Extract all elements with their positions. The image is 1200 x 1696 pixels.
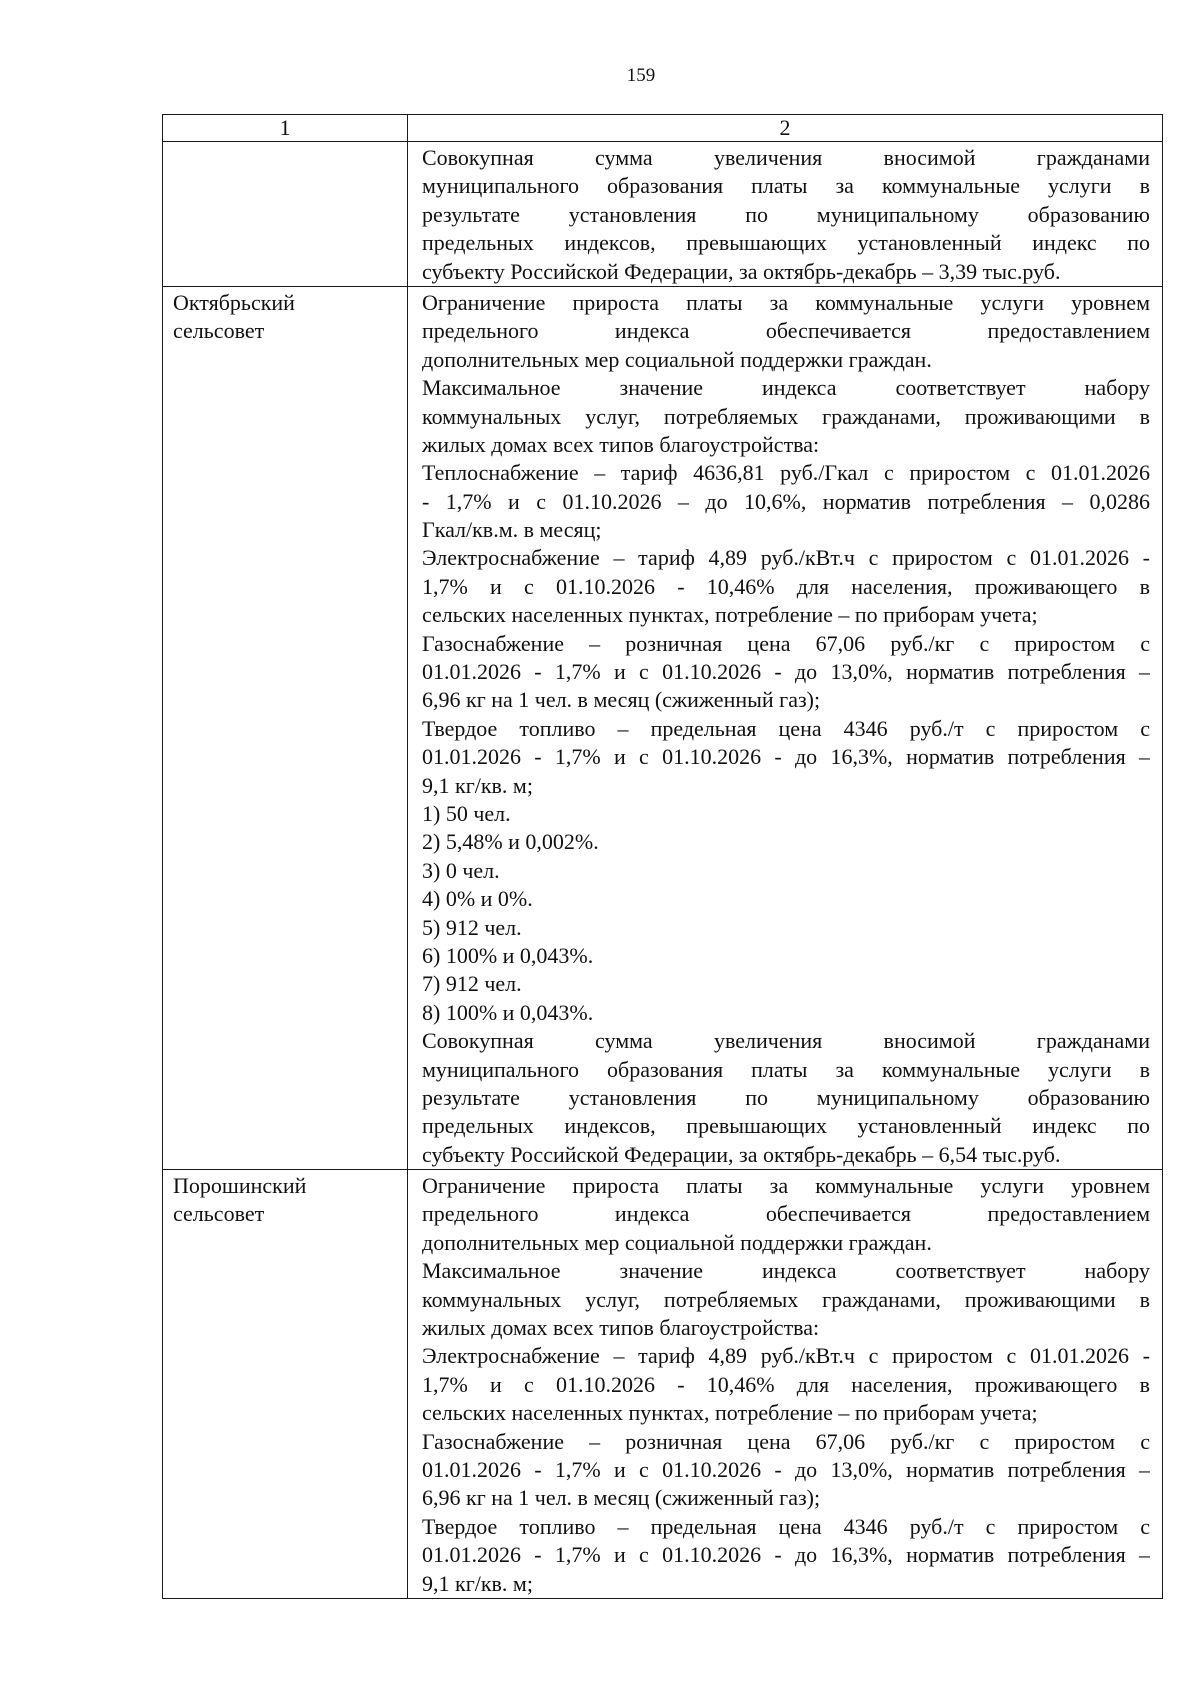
page-number: 159	[626, 65, 656, 86]
text-line: 9,1 кг/кв. м;	[422, 772, 533, 798]
table-row	[163, 1170, 1163, 1599]
text-line: 01.01.2026 - 1,7% и с 01.10.2026 - до 16,3%, норматив потребления –	[422, 744, 1150, 770]
text-line: субъекту Российской Федерации, за октябрь-декабрь – 3,39 тыс.руб.	[422, 258, 1061, 284]
text-line: Совокупная сумма увеличения вносимой гражданами	[422, 1028, 1150, 1054]
text-line: дополнительных мер социальной поддержки граждан.	[422, 1229, 932, 1255]
text-line: Электроснабжение – тариф 4,89 руб./кВт.ч с приростом с 01.01.2026 -	[422, 1343, 1150, 1369]
text-line: Электроснабжение – тариф 4,89 руб./кВт.ч с приростом с 01.01.2026 -	[422, 545, 1150, 571]
text-line: Твердое топливо – предельная цена 4346 руб./т с приростом с	[422, 1513, 1150, 1539]
text-line: 8) 100% и 0,043%.	[422, 999, 594, 1025]
text-line: Максимальное значение индекса соответствует набору	[422, 375, 1150, 401]
text-line: 5) 912 чел.	[422, 914, 522, 940]
text-line: 01.01.2026 - 1,7% и с 01.10.2026 - до 16,3%, норматив потребления –	[422, 1542, 1150, 1568]
text-line: муниципального образования платы за коммунальные услуги в	[422, 1056, 1150, 1082]
text-line: - 1,7% и с 01.10.2026 – до 10,6%, норматив потребления – 0,0286	[422, 488, 1150, 514]
text-line: Теплоснабжение – тариф 4636,81 руб./Гкал с приростом с 01.01.2026	[422, 460, 1150, 486]
text-line: 01.01.2026 - 1,7% и с 01.10.2026 - до 13,0%, норматив потребления –	[422, 1456, 1150, 1482]
text-line: предельного индекса обеспечивается предоставлением	[422, 1201, 1150, 1227]
text-line: 4) 0% и 0%.	[422, 886, 533, 912]
text-line: Максимальное значение индекса соответствует набору	[422, 1258, 1150, 1284]
text-line: 9,1 кг/кв. м;	[422, 1570, 533, 1596]
region-name-line: сельсовет	[173, 318, 265, 344]
text-line: 1,7% и с 01.10.2026 - 10,46% для населения, проживающего в	[422, 1371, 1150, 1397]
description-cell	[408, 142, 1163, 287]
text-line: Гкал/кв.м. в месяц;	[422, 517, 602, 543]
text-line: предельного индекса обеспечивается предоставлением	[422, 318, 1150, 344]
text-line: результате установления по муниципальному образованию	[422, 1084, 1150, 1110]
table-row	[163, 142, 1163, 287]
text-line: предельных индексов, превышающих установленный индекс по	[422, 230, 1150, 256]
text-line: Твердое топливо – предельная цена 4346 руб./т с приростом с	[422, 715, 1150, 741]
text-line: Газоснабжение – розничная цена 67,06 руб./кг с приростом с	[422, 1428, 1150, 1454]
text-line: предельных индексов, превышающих установленный индекс по	[422, 1113, 1150, 1139]
text-line: жилых домах всех типов благоустройства:	[422, 431, 820, 457]
text-line: 7) 912 чел.	[422, 971, 522, 997]
region-cell	[163, 286, 408, 1169]
text-line: жилых домах всех типов благоустройства:	[422, 1315, 820, 1341]
text-line: коммунальных услуг, потребляемых гражданами, проживающими в	[422, 403, 1150, 429]
text-line: 6,96 кг на 1 чел. в месяц (сжиженный газ);	[422, 687, 821, 713]
description-cell	[408, 286, 1163, 1169]
text-line: Газоснабжение – розничная цена 67,06 руб./кг с приростом с	[422, 630, 1150, 656]
table-row	[163, 286, 1163, 1169]
text-line: сельских населенных пунктах, потребление – по приборам учета;	[422, 602, 1038, 628]
text-line: 2) 5,48% и 0,002%.	[422, 829, 599, 855]
text-line: дополнительных мер социальной поддержки граждан.	[422, 346, 932, 372]
text-line: Ограничение прироста платы за коммунальные услуги уровнем	[422, 1173, 1150, 1199]
table-header-row	[163, 115, 1163, 142]
document-table	[162, 114, 1163, 1599]
text-line: Ограничение прироста платы за коммунальные услуги уровнем	[422, 289, 1150, 315]
text-line: 01.01.2026 - 1,7% и с 01.10.2026 - до 13,0%, норматив потребления –	[422, 659, 1150, 685]
text-line: 6,96 кг на 1 чел. в месяц (сжиженный газ);	[422, 1485, 821, 1511]
region-name-line: Октябрьский	[173, 289, 295, 315]
text-line: 1) 50 чел.	[422, 800, 511, 826]
text-line: сельских населенных пунктах, потребление – по приборам учета;	[422, 1400, 1038, 1426]
text-line: муниципального образования платы за коммунальные услуги в	[422, 173, 1150, 199]
table-body	[163, 115, 1163, 1599]
region-cell	[163, 142, 408, 287]
text-line: коммунальных услуг, потребляемых гражданами, проживающими в	[422, 1286, 1150, 1312]
text-line: результате установления по муниципальному образованию	[422, 201, 1150, 227]
text-line: 1,7% и с 01.10.2026 - 10,46% для населения, проживающего в	[422, 573, 1150, 599]
description-cell	[408, 1170, 1163, 1599]
region-cell	[163, 1170, 408, 1599]
text-line: 6) 100% и 0,043%.	[422, 942, 594, 968]
column-header-1: 1	[163, 115, 408, 142]
column-header-2: 2	[408, 115, 1163, 142]
text-line: Совокупная сумма увеличения вносимой гражданами	[422, 145, 1150, 170]
region-name-line: сельсовет	[173, 1201, 265, 1227]
text-line: 3) 0 чел.	[422, 857, 500, 883]
region-name-line: Порошинский	[173, 1173, 307, 1199]
text-line: субъекту Российской Федерации, за октябрь-декабрь – 6,54 тыс.руб.	[422, 1141, 1061, 1167]
